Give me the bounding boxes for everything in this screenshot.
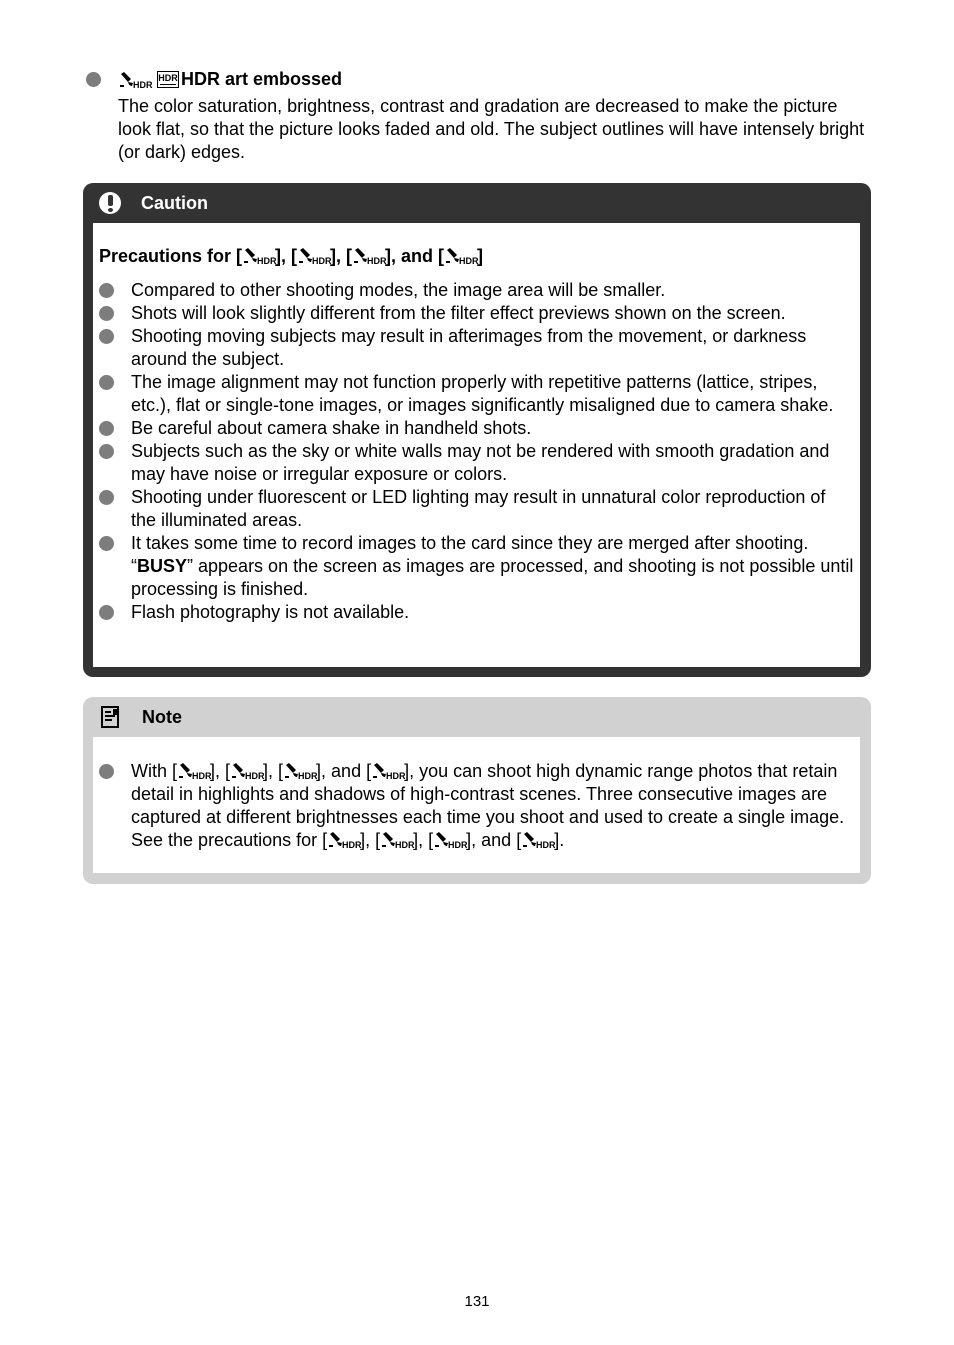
page-number: 131: [464, 1293, 490, 1310]
svg-text:HDR: HDR: [459, 256, 479, 266]
list-item-text: Shooting moving subjects may result in afterimages from the movement, or darkness around the subject.: [131, 326, 807, 369]
list-item: [99, 371, 854, 417]
svg-text:HDR: HDR: [192, 771, 212, 781]
mode-description: The color saturation, brightness, contrast and gradation are decreased to make the picture look flat, so that the picture looks faded and old. The subject outlines will have intensely bright (or dark) edges.: [118, 96, 865, 162]
hdr-box-label: HDR: [158, 73, 178, 83]
note-text-part: ], [: [360, 830, 381, 850]
caution-exclamation-icon: [99, 192, 121, 214]
bullet-icon: [99, 536, 114, 551]
list-item-text: Shooting under fluorescent or LED lighting may result in unnatural color reproduction of the illuminated areas.: [131, 487, 826, 530]
hdr-box-icon: [157, 71, 179, 88]
bullet-icon: [99, 283, 114, 298]
caution-box: [83, 183, 871, 677]
list-item-text: Be careful about camera shake in handheld shots.: [131, 418, 532, 438]
note-text-part: ], you can shoot high dynamic range photos that retain detail in highlights and shadows of high-contrast scenes. Three consecutive images are captured at different brightnesses each time you shoot and used to create a single image. See the precautions for [: [131, 761, 845, 850]
svg-text:HDR: HDR: [257, 256, 277, 266]
hdr-art-bold-icon: [284, 762, 318, 781]
bullet-icon: [99, 764, 114, 779]
note-header-label: Note: [142, 706, 182, 727]
svg-text:HDR: HDR: [342, 840, 362, 850]
busy-indicator-text: BUSY: [137, 556, 188, 576]
list-item: [99, 601, 854, 624]
svg-text:HDR: HDR: [245, 771, 265, 781]
heading-text: ]: [477, 246, 484, 266]
bullet-icon: [99, 306, 114, 321]
list-item-text: The image alignment may not function properly with repetitive patterns (lattice, stripes, etc.), flat or single-tone images, or images significantly misaligned due to camera shake.: [131, 372, 834, 415]
mode-title-text: HDR art embossed: [181, 69, 343, 89]
list-item-text: Shots will look slightly different from the filter effect previews shown on the screen.: [131, 303, 786, 323]
svg-text:HDR: HDR: [133, 79, 153, 90]
list-item-text: Subjects such as the sky or white walls may not be rendered with smooth gradation and may have noise or irregular exposure or colors.: [131, 441, 830, 484]
bullet-icon: [99, 605, 114, 620]
heading-text: ], and [: [385, 246, 445, 266]
hdr-art-vivid-icon: [231, 762, 265, 781]
svg-text:HDR: HDR: [312, 256, 332, 266]
bullet-icon: [99, 375, 114, 390]
hdr-art-embossed-section: [86, 68, 866, 164]
caution-header: [83, 183, 871, 223]
list-item: [99, 279, 854, 302]
hdr-art-vivid-icon: [298, 247, 332, 266]
list-item: [99, 417, 854, 440]
list-item: [99, 440, 854, 486]
memo-icon: [100, 706, 120, 728]
svg-text:HDR: HDR: [386, 771, 406, 781]
hdr-art-embossed-icon: [522, 831, 556, 850]
mode-title: [118, 68, 866, 91]
note-text-part: ].: [554, 830, 565, 850]
hdr-art-standard-icon: [243, 247, 277, 266]
list-item-text: Flash photography is not available.: [131, 602, 410, 622]
list-item-text: ” appears on the screen as images are processed, and shooting is not possible until processing is finished.: [131, 556, 854, 599]
bullet-icon: [99, 329, 114, 344]
svg-text:HDR: HDR: [536, 840, 556, 850]
note-text-part: With [: [131, 761, 178, 781]
list-item-text: It takes some time to record images to the card since they are merged after shooting. “: [131, 533, 809, 576]
note-text-part: ], and [: [316, 761, 372, 781]
bullet-icon: [99, 421, 114, 436]
hdr-art-embossed-icon: [119, 71, 153, 90]
svg-text:HDR: HDR: [367, 256, 387, 266]
caution-heading: [99, 245, 483, 268]
note-body: [93, 737, 860, 873]
hdr-art-vivid-icon: [381, 831, 415, 850]
hdr-art-standard-icon: [178, 762, 212, 781]
note-box: [83, 697, 871, 884]
list-item: [99, 325, 854, 371]
hdr-art-bold-icon: [434, 831, 468, 850]
heading-text: Precautions for [: [99, 246, 243, 266]
svg-text:HDR: HDR: [448, 840, 468, 850]
svg-text:HDR: HDR: [298, 771, 318, 781]
bullet-icon: [99, 490, 114, 505]
note-text: [99, 760, 854, 852]
svg-text:HDR: HDR: [395, 840, 415, 850]
hdr-art-bold-icon: [353, 247, 387, 266]
heading-text: ], [: [275, 246, 298, 266]
note-text-part: ], [: [210, 761, 231, 781]
note-header: [83, 697, 871, 737]
hdr-art-embossed-icon: [445, 247, 479, 266]
note-text-part: ], and [: [466, 830, 522, 850]
heading-text: ], [: [330, 246, 353, 266]
list-item: [99, 302, 854, 325]
hdr-art-standard-icon: [328, 831, 362, 850]
caution-header-label: Caution: [141, 192, 208, 213]
list-item: [99, 486, 854, 532]
note-text-part: ], [: [413, 830, 434, 850]
hdr-art-embossed-icon: [372, 762, 406, 781]
list-item: [99, 532, 854, 601]
caution-list: [99, 279, 854, 624]
note-text-part: ], [: [263, 761, 284, 781]
bullet-icon: [86, 72, 101, 87]
list-item-text: Compared to other shooting modes, the image area will be smaller.: [131, 280, 666, 300]
caution-body: [93, 223, 860, 667]
bullet-icon: [99, 444, 114, 459]
